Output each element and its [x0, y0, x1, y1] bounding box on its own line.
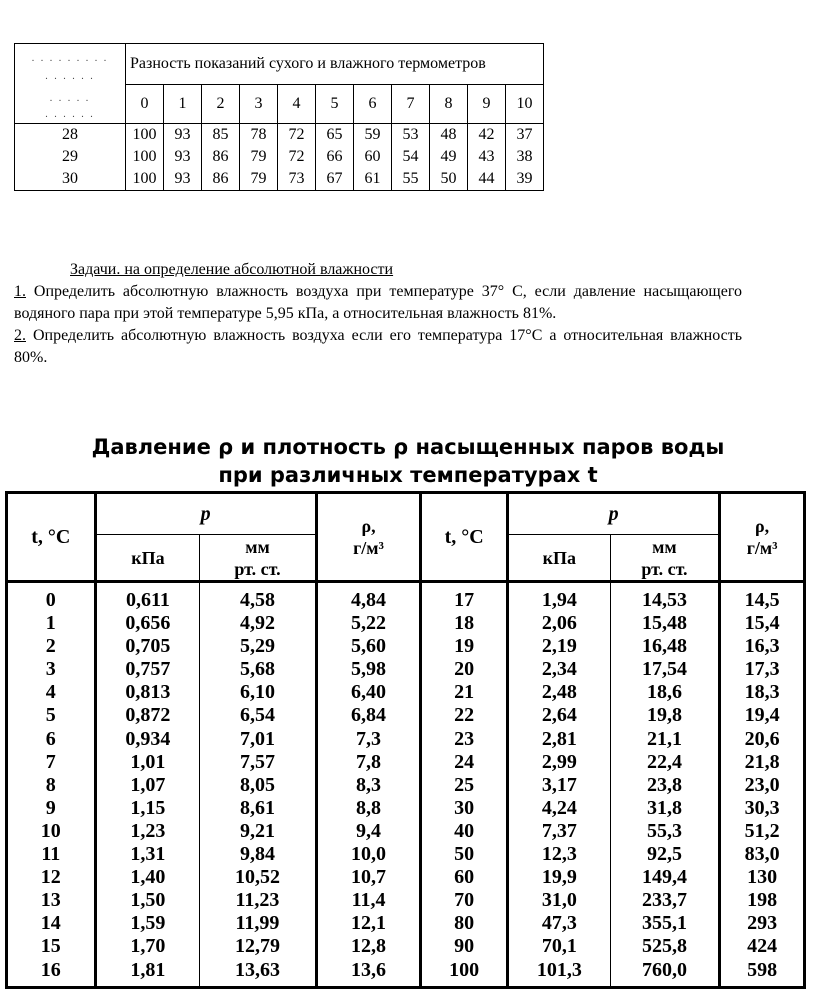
tasks-title: Задачи. на определение абсолютной влажности [70, 261, 394, 278]
humidity-column [278, 124, 316, 191]
kpa-value: 2,64 [541, 704, 577, 727]
mmhg-value: 19,8 [646, 704, 682, 727]
header-p-right: p [508, 493, 720, 535]
mmhg-value: 355,1 [641, 912, 687, 935]
humidity-value: 65 [326, 126, 343, 143]
mmhg-value: 13,63 [234, 958, 280, 981]
dotted-line: . . . . . . [45, 71, 95, 82]
humidity-column [126, 124, 164, 191]
kpa-value: 2,48 [541, 681, 577, 704]
header-t-left: t, °C [7, 493, 96, 582]
t-value: 15 [40, 935, 61, 958]
mmhg-value: 14,53 [641, 589, 687, 611]
t-value: 14 [40, 912, 61, 935]
kpa-value: 31,0 [541, 889, 577, 912]
column-mm-left [200, 582, 317, 988]
task-1 [14, 281, 742, 325]
kpa-value: 0,872 [125, 704, 171, 727]
density-value: 6,40 [351, 681, 387, 704]
diff-header-cell: 9 [468, 85, 506, 124]
density-value: 21,8 [744, 750, 780, 773]
table-corner-cell [15, 44, 126, 124]
t-value: 80 [454, 912, 475, 935]
humidity-value: 38 [516, 148, 533, 165]
density-value: 424 [747, 935, 778, 958]
density-value: 16,3 [744, 635, 780, 658]
t-value: 70 [454, 889, 475, 912]
kpa-value: 2,06 [541, 612, 577, 635]
kpa-value: 1,15 [130, 796, 166, 819]
mmhg-value: 31,8 [646, 796, 682, 819]
humidity-value: 54 [402, 148, 419, 165]
kpa-value: 47,3 [541, 912, 577, 935]
density-value: 7,8 [356, 750, 382, 773]
humidity-value: 93 [174, 148, 191, 165]
density-value: 19,4 [744, 704, 780, 727]
humidity-value: 42 [478, 126, 495, 143]
kpa-value: 1,81 [130, 958, 166, 981]
humidity-value: 66 [326, 148, 343, 165]
humidity-value: 79 [250, 170, 267, 187]
density-value: 20,6 [744, 727, 780, 750]
humidity-value: 48 [440, 126, 457, 143]
mmhg-value: 12,79 [234, 935, 280, 958]
mmhg-value: 149,4 [641, 866, 687, 889]
t-value: 25 [454, 773, 475, 796]
kpa-value: 12,3 [541, 843, 577, 866]
mmhg-value: 55,3 [646, 819, 682, 842]
vapor-title-line-1: Давление ρ и плотность ρ насыщенных паров воды [91, 435, 725, 459]
mmhg-value: 5,68 [239, 658, 275, 681]
t-value: 3 [45, 658, 56, 681]
humidity-value: 53 [402, 126, 419, 143]
mmhg-value: 11,99 [235, 912, 280, 935]
humidity-value: 44 [478, 170, 495, 187]
density-value: 13,6 [351, 958, 387, 981]
humidity-value: 39 [516, 170, 533, 187]
task-number: 1. [14, 283, 26, 300]
mmhg-value: 525,8 [641, 935, 687, 958]
density-value: 8,3 [356, 773, 382, 796]
diff-header-cell: 5 [316, 85, 354, 124]
density-value: 5,22 [351, 612, 387, 635]
humidity-value: 93 [174, 170, 191, 187]
kpa-value: 7,37 [541, 819, 577, 842]
density-value: 5,60 [351, 635, 387, 658]
mmhg-value: 7,57 [239, 750, 275, 773]
density-value: 9,4 [356, 819, 382, 842]
kpa-value: 0,611 [125, 589, 170, 611]
humidity-column [316, 124, 354, 191]
t-value: 9 [45, 796, 56, 819]
humidity-value: 100 [132, 148, 157, 165]
humidity-value: 49 [440, 148, 457, 165]
column-t-right [421, 582, 508, 988]
kpa-value: 1,70 [130, 935, 166, 958]
humidity-value: 43 [478, 148, 495, 165]
tasks-section [14, 259, 742, 369]
mmhg-value: 7,01 [239, 727, 275, 750]
density-value: 12,1 [351, 912, 387, 935]
table-header-title: Разность показаний сухого и влажного термометров [126, 44, 544, 85]
kpa-value: 0,656 [125, 612, 171, 635]
dotted-line: . . . . . . [45, 109, 95, 120]
header-rho-right: ρ, г/м³ [720, 493, 805, 582]
kpa-value: 1,50 [130, 889, 166, 912]
mmhg-value: 21,1 [646, 727, 682, 750]
humidity-value: 100 [132, 170, 157, 187]
kpa-value: 3,17 [541, 773, 577, 796]
table-row [15, 124, 544, 191]
t-value: 6 [45, 727, 56, 750]
mmhg-value: 15,48 [641, 612, 687, 635]
humidity-value: 78 [250, 126, 267, 143]
diff-header-cell: 10 [506, 85, 544, 124]
density-value: 11,4 [351, 889, 386, 912]
task-text: Определить абсолютную влажность воздуха если его температура 17°С а относительная влажность 80%. [14, 327, 742, 366]
humidity-value: 79 [250, 148, 267, 165]
humidity-column [202, 124, 240, 191]
diff-header-cell: 1 [164, 85, 202, 124]
mmhg-value: 9,21 [239, 819, 275, 842]
t-value: 18 [454, 612, 475, 635]
header-kpa-left: кПа [95, 535, 200, 582]
t-value: 22 [454, 704, 475, 727]
kpa-value: 1,59 [130, 912, 166, 935]
density-value: 12,8 [351, 935, 387, 958]
humidity-column [164, 124, 202, 191]
kpa-value: 0,813 [125, 681, 171, 704]
mmhg-value: 10,52 [234, 866, 280, 889]
density-value: 293 [747, 912, 778, 935]
column-mm-right [610, 582, 720, 988]
density-value: 6,84 [351, 704, 387, 727]
psychrometric-table [14, 43, 544, 191]
t-value: 19 [454, 635, 475, 658]
kpa-value: 1,23 [130, 819, 166, 842]
humidity-value: 55 [402, 170, 419, 187]
density-value: 15,4 [744, 612, 780, 635]
density-value: 8,8 [356, 796, 382, 819]
mmhg-value: 92,5 [646, 843, 682, 866]
density-value: 30,3 [744, 796, 780, 819]
kpa-value: 0,705 [125, 635, 171, 658]
mmhg-value: 4,92 [239, 612, 275, 635]
kpa-value: 2,19 [541, 635, 577, 658]
mmhg-value: 16,48 [641, 635, 687, 658]
humidity-column [354, 124, 392, 191]
diff-header-cell: 4 [278, 85, 316, 124]
t-value: 4 [45, 681, 56, 704]
kpa-value: 4,24 [541, 796, 577, 819]
mmhg-value: 11,23 [235, 889, 280, 912]
mmhg-value: 5,29 [239, 635, 275, 658]
diff-header-cell: 6 [354, 85, 392, 124]
t-value: 0 [45, 589, 56, 611]
density-value: 598 [747, 958, 778, 981]
kpa-value: 1,40 [130, 866, 166, 889]
kpa-value: 2,81 [541, 727, 577, 750]
kpa-value: 2,99 [541, 750, 577, 773]
density-value: 7,3 [356, 727, 382, 750]
humidity-column [430, 124, 468, 191]
column-kpa-left [95, 582, 200, 988]
t-value: 30 [454, 796, 475, 819]
density-value: 5,98 [351, 658, 387, 681]
kpa-value: 1,31 [130, 843, 166, 866]
mmhg-value: 760,0 [641, 958, 687, 981]
header-row-1 [7, 493, 805, 535]
humidity-value: 61 [364, 170, 381, 187]
vapor-pressure-table [5, 491, 806, 989]
density-value: 17,3 [744, 658, 780, 681]
t-value: 8 [45, 773, 56, 796]
dotted-line: . . . . . . . . . [31, 53, 109, 64]
t-value: 16 [40, 958, 61, 981]
kpa-value: 2,34 [541, 658, 577, 681]
humidity-value: 60 [364, 148, 381, 165]
task-text: Определить абсолютную влажность воздуха при температуре 37° С, если давление насыщающего водяного пара при этой температуре 5,95 кПа, а относительная влажность 81%. [14, 283, 742, 322]
density-value: 198 [747, 889, 778, 912]
t-value: 100 [449, 958, 480, 981]
header-mm-left: мм рт. ст. [200, 535, 317, 582]
temperature-value: 29 [62, 148, 78, 165]
humidity-value: 59 [364, 126, 381, 143]
vapor-table-title [0, 433, 816, 489]
mmhg-value: 8,05 [239, 773, 275, 796]
mmhg-value: 23,8 [646, 773, 682, 796]
mmhg-value: 233,7 [641, 889, 687, 912]
kpa-value: 1,01 [130, 750, 166, 773]
header-mm-right: мм рт. ст. [610, 535, 720, 582]
kpa-value: 1,07 [130, 773, 166, 796]
t-value: 7 [45, 750, 56, 773]
t-value: 20 [454, 658, 475, 681]
t-value: 13 [40, 889, 61, 912]
t-value: 90 [454, 935, 475, 958]
density-value: 10,0 [351, 843, 387, 866]
diff-header-cell: 7 [392, 85, 430, 124]
mmhg-value: 8,61 [239, 796, 275, 819]
diff-header-cell: 0 [126, 85, 164, 124]
humidity-value: 50 [440, 170, 457, 187]
density-value: 18,3 [744, 681, 780, 704]
humidity-column [240, 124, 278, 191]
header-t-right: t, °C [421, 493, 508, 582]
task-2 [14, 325, 742, 369]
density-value: 51,2 [744, 819, 780, 842]
humidity-value: 93 [174, 126, 191, 143]
t-value: 11 [41, 843, 61, 866]
density-value: 23,0 [744, 773, 780, 796]
t-value: 40 [454, 819, 475, 842]
density-value: 130 [747, 866, 778, 889]
humidity-value: 100 [132, 126, 157, 143]
humidity-value: 85 [212, 126, 229, 143]
humidity-column [506, 124, 544, 191]
header-rho-left: ρ, г/м³ [316, 493, 421, 582]
mmhg-value: 4,58 [239, 589, 275, 611]
header-kpa-right: кПа [508, 535, 611, 582]
column-t-left [7, 582, 96, 988]
mmhg-value: 9,84 [239, 843, 275, 866]
t-value: 2 [45, 635, 56, 658]
humidity-value: 72 [288, 148, 305, 165]
kpa-value: 70,1 [541, 935, 577, 958]
table-body-row [7, 582, 805, 988]
t-value: 5 [45, 704, 56, 727]
column-rho-left [316, 582, 421, 988]
mmhg-value: 6,54 [239, 704, 275, 727]
kpa-value: 0,757 [125, 658, 171, 681]
mmhg-value: 17,54 [641, 658, 687, 681]
diff-header-cell: 8 [430, 85, 468, 124]
t-value: 1 [45, 612, 56, 635]
density-value: 14,5 [744, 589, 780, 611]
vapor-title-line-2: при различных температурах t [218, 463, 598, 487]
column-rho-right [720, 582, 805, 988]
humidity-value: 67 [326, 170, 343, 187]
density-value: 10,7 [351, 866, 387, 889]
diff-header-cell: 3 [240, 85, 278, 124]
task-number: 2. [14, 327, 26, 344]
kpa-value: 0,934 [125, 727, 171, 750]
dotted-line: . . . . . [49, 93, 91, 104]
mmhg-value: 18,6 [646, 681, 682, 704]
density-value: 83,0 [744, 843, 780, 866]
t-value: 12 [40, 866, 61, 889]
humidity-value: 73 [288, 170, 305, 187]
temperature-value: 30 [62, 170, 78, 187]
density-value: 4,84 [351, 589, 387, 611]
humidity-value: 37 [516, 126, 533, 143]
kpa-value: 19,9 [541, 866, 577, 889]
kpa-value: 101,3 [536, 958, 582, 981]
kpa-value: 1,94 [541, 589, 577, 611]
t-value: 21 [454, 681, 475, 704]
humidity-column [468, 124, 506, 191]
humidity-value: 72 [288, 126, 305, 143]
t-value: 10 [40, 819, 61, 842]
t-value: 60 [454, 866, 475, 889]
humidity-column [392, 124, 430, 191]
diff-header-cell: 2 [202, 85, 240, 124]
t-value: 17 [454, 589, 475, 611]
mmhg-value: 22,4 [646, 750, 682, 773]
mmhg-value: 6,10 [239, 681, 275, 704]
t-value: 23 [454, 727, 475, 750]
t-value: 24 [454, 750, 475, 773]
header-p-left: p [95, 493, 316, 535]
temperature-value: 28 [62, 126, 78, 143]
humidity-value: 86 [212, 170, 229, 187]
temperature-column [15, 124, 126, 191]
t-value: 50 [454, 843, 475, 866]
column-kpa-right [508, 582, 611, 988]
humidity-value: 86 [212, 148, 229, 165]
